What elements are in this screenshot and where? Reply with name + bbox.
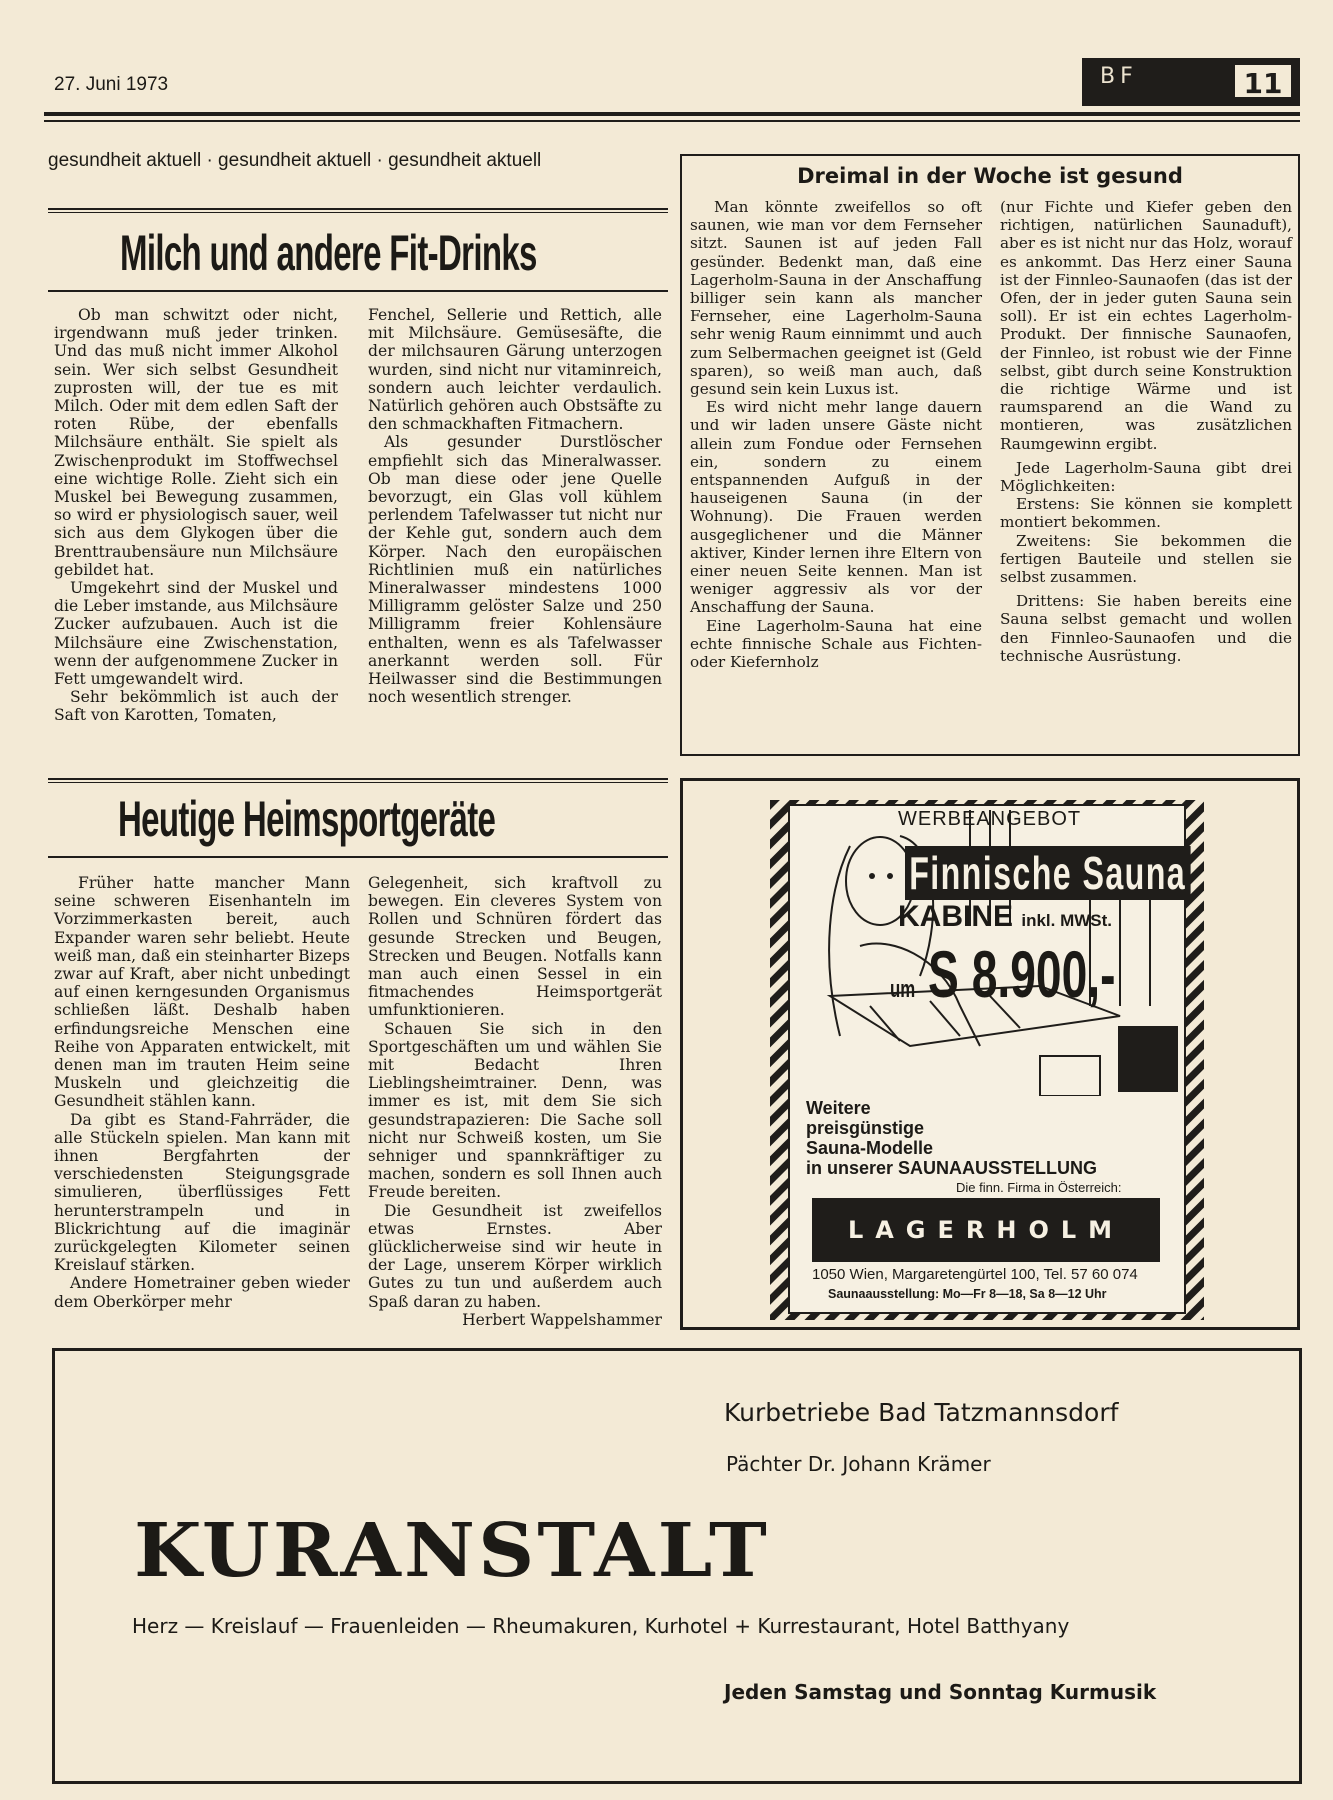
ad-text-line: Sauna-Modelle	[806, 1138, 934, 1158]
paragraph: Gelegenheit, sich kraftvoll zu bewegen. Ein cleveres System von Rollen und Schnüren fördert das gesunde Strecken und Beugen, Strecken und Beugen. Notfalls kann man auch einen Sessel in ein fitmachendes Heimsportgerät umfunktionieren.	[368, 874, 662, 1020]
section-kicker: gesundheit aktuell · gesundheit aktuell · gesundheit aktuell	[48, 150, 542, 171]
ad-weitere-modelle	[806, 1098, 1097, 1178]
divider	[48, 290, 668, 292]
paragraph: Die Gesundheit ist zweifellos etwas Ernstes. Aber glücklicherweise sind wir heute in der Lage, unserem Körper wirklich Gutes zu tun und außerdem auch Spaß daran zu haben.	[368, 1201, 662, 1311]
paragraph: Als gesunder Durstlöscher empfiehlt sich das Mineralwasser. Ob man diese oder jene Quelle bevorzugt, ein Glas voll kühlem perlendem Tafelwasser tut nicht nur der Kehle gut, sondern auch dem Körper. Nach den europäischen Richtlinien muß ein natürliches Mineralwasser mindestens 1000 Milligramm gelöster Salze und 250 Milligramm freier Kohlensäure enthalten, wenn es als Tafelwasser anerkannt werden soll. Für Heilwasser sind die Bestimmungen noch wesentlich strenger.	[368, 433, 662, 707]
article-headline-heimsport: Heutige Heimsportgeräte	[118, 791, 496, 847]
paragraph: Es wird nicht mehr lange dauern und wir laden unsere Gäste nicht allein zum Fondue oder Fernsehen ein, sondern zu einem entspannenden Aufguß in der hauseigenen Sauna (in der Wohnung). Die Frauen werden ausgeglichener und die Männer aktiver, Kinder lernen ihre Eltern von einer neuen Seite kennen. Man ist weniger aggressiv als vor der Anschaffung der Sauna.	[690, 398, 982, 617]
paragraph: Früher hatte mancher Mann seine schweren Eisenhanteln im Vorzimmerkasten bereit, auch Expander waren sehr beliebt. Heute weiß man, daß ein steinharter Bizeps zwar auf Kraft, aber nicht unbedingt auf einen kerngesunden Organismus schließen läßt. Deshalb haben erfindungsreiche Menschen eine Reihe von Apparaten entwickelt, mit denen man im trauten Heim seine Muskeln und gleichzeitig die Gesundheit stählen kann.	[54, 874, 350, 1111]
ad-price-value: S 8.900,-	[928, 937, 1116, 1011]
paragraph: Da gibt es Stand-Fahrräder, die alle Stückeln spielen. Man kann mit ihnen Bergfahrten der verschiedensten Steigungsgrade simulieren, überflüssiges Fett herunterstrampeln und in Blickrichtung auf die imaginär zurückgelegten Kilometer seinen Kreislauf stärken.	[54, 1110, 350, 1275]
article-headline-milch: Milch und andere Fit-Drinks	[120, 225, 537, 281]
paragraph: Zweitens: Sie bekommen die fertigen Bauteile und stellen sie selbst zusammen.	[1000, 531, 1292, 587]
paragraph: Drittens: Sie haben bereits eine Sauna selbst gemacht und wollen den Finnleo-Saunaofen und die technische Ausrüstung.	[1000, 592, 1292, 665]
section-label: BF	[1100, 64, 1138, 89]
article-sauna-col1	[690, 198, 982, 671]
divider	[48, 212, 668, 213]
paragraph: Fenchel, Sellerie und Rettich, alle mit Milchsäure. Gemüsesäfte, die der milchsauren Gärung unterzogen wurden, sind nicht nur vitaminreich, sondern auch leichter verdaulich. Natürlich gehören auch Obstsäfte zu den schmackhaften Fitmachern.	[368, 306, 662, 434]
ad-text-line: in unserer SAUNAAUSSTELLUNG	[806, 1158, 1098, 1178]
ad-price	[890, 936, 1116, 1012]
ad-price-um: um	[890, 976, 916, 1003]
issue-date: 27. Juni 1973	[54, 74, 169, 95]
ad-hours: Saunaausstellung: Mo—Fr 8—18, Sa 8—12 Uhr	[828, 1287, 1107, 1301]
kuranstalt-title: KURANSTALT	[134, 1508, 771, 1594]
ad-finnische-sauna: Finnische Sauna	[905, 846, 1190, 900]
kuranstalt-music: Jeden Samstag und Sonntag Kurmusik	[724, 1680, 1157, 1704]
divider	[48, 856, 668, 858]
kuranstalt-services: Herz — Kreislauf — Frauenleiden — Rheumakuren, Kurhotel + Kurrestaurant, Hotel Batthyany	[132, 1614, 1070, 1638]
article-heimsport-col2	[368, 874, 662, 1329]
ad-kabine-label: KABINE	[898, 900, 1014, 933]
ad-kabine	[898, 900, 1112, 934]
paragraph: Andere Hometrainer geben wieder dem Oberkörper mehr	[54, 1274, 350, 1311]
author-byline: Herbert Wappelshammer	[462, 1310, 662, 1329]
article-heimsport-col1	[54, 874, 350, 1311]
ad-mwst: inkl. MWSt.	[1021, 911, 1113, 930]
page-number: 11	[1232, 62, 1294, 100]
article-milch-col2	[368, 306, 662, 706]
article-sauna-col2	[1000, 198, 1292, 665]
paragraph: Man könnte zweifellos so oft saunen, wie man vor dem Fernseher sitzt. Saunen ist auf jeden Fall gesünder. Bedenkt man, daß eine Lagerholm-Sauna in der Anschaffung billiger sein kann als mancher Fernseher, eine Lagerholm-Sauna sehr wenig Raum einnimmt und auch zum Selbermachen geeignet ist (Geld sparen), so weiß man auch, daß gesund sein kein Luxus ist.	[690, 198, 982, 399]
divider	[48, 208, 668, 210]
paragraph: (nur Fichte und Kiefer geben den richtigen, natürlichen Saunaduft), aber es ist nicht nur das Holz, worauf es ankommt. Das Herz einer Sauna ist der Finnleo-Saunaofen (das ist der Ofen, der in jeder guten Sauna sein soll). Er ist ein echtes Lagerholm-Produkt. Der finnische Saunaofen, der Finnleo, ist robust wie der Finne selbst, gibt durch seine Konstruktion die richtige Wärme und ist raumsparend an die Wand zu montieren, was zusätzlichen Raumgewinn ergibt.	[1000, 198, 1292, 453]
ad-text-line: Weitere	[806, 1098, 871, 1118]
kuranstalt-company: Kurbetriebe Bad Tatzmannsdorf	[724, 1398, 1119, 1427]
ad-firm-note: Die finn. Firma in Österreich:	[956, 1180, 1122, 1195]
paragraph: Umgekehrt sind der Muskel und die Leber imstande, aus Milchsäure Zucker aufzubauen. Auch ist die Milchsäure eine Zwischenstation, wenn der aufgenommene Zucker in Fett umgewandelt wird.	[54, 579, 338, 689]
paragraph: Schauen Sie sich in den Sportgeschäften um und wählen Sie mit Bedacht Ihren Lieblingsheimtrainer. Denn, was immer es ist, mit dem Sie sich gesundstrapazieren: Die Sache soll nicht nur Schweiß kosten, um Sie sehniger und spannkräftiger zu machen, sondern es soll Ihnen auch Freude bereiten.	[368, 1019, 662, 1202]
paragraph: Sehr bekömmlich ist auch der Saft von Karotten, Tomaten,	[54, 688, 338, 725]
article-headline-sauna: Dreimal in der Woche ist gesund	[797, 164, 1183, 188]
divider	[48, 778, 668, 780]
lagerholm-logo: LAGERHOLM	[847, 1216, 1125, 1244]
section-badge	[1082, 58, 1300, 106]
paragraph: Jede Lagerholm-Sauna gibt drei Möglichkeiten:	[1000, 458, 1292, 496]
paragraph: Eine Lagerholm-Sauna hat eine echte finnische Schale aus Fichten- oder Kiefernholz	[690, 616, 982, 672]
ad-werbeangebot: WERBEANGEBOT	[898, 808, 1082, 830]
article-milch-col1	[54, 306, 338, 725]
header-rule	[44, 112, 1300, 116]
paragraph: Erstens: Sie können sie komplett montiert bekommen.	[1000, 495, 1292, 532]
ad-address: 1050 Wien, Margaretengürtel 100, Tel. 57 60 074	[812, 1266, 1138, 1283]
header-rule-thin	[44, 120, 1300, 122]
ad-text-line: preisgünstige	[806, 1118, 925, 1138]
kuranstalt-pachter: Pächter Dr. Johann Krämer	[726, 1452, 991, 1476]
divider	[48, 782, 668, 783]
paragraph: Ob man schwitzt oder nicht, irgendwann muß jeder trinken. Und das muß nicht immer Alkohol sein. Wer sich selbst Gesundheit zuprosten will, der tue es mit Milch. Oder mit dem edlen Saft der roten Rübe, der ebenfalls Milchsäure enthält. Sie spielt als Zwischenprodukt im Stoffwechsel eine wichtige Rolle. Zieht sich ein Muskel bei Bewegung zusammen, so wird er physiologisch sauer, weil sich aus dem Glykogen über die Brenttraubensäure nun Milchsäure gebildet hat.	[54, 306, 338, 579]
